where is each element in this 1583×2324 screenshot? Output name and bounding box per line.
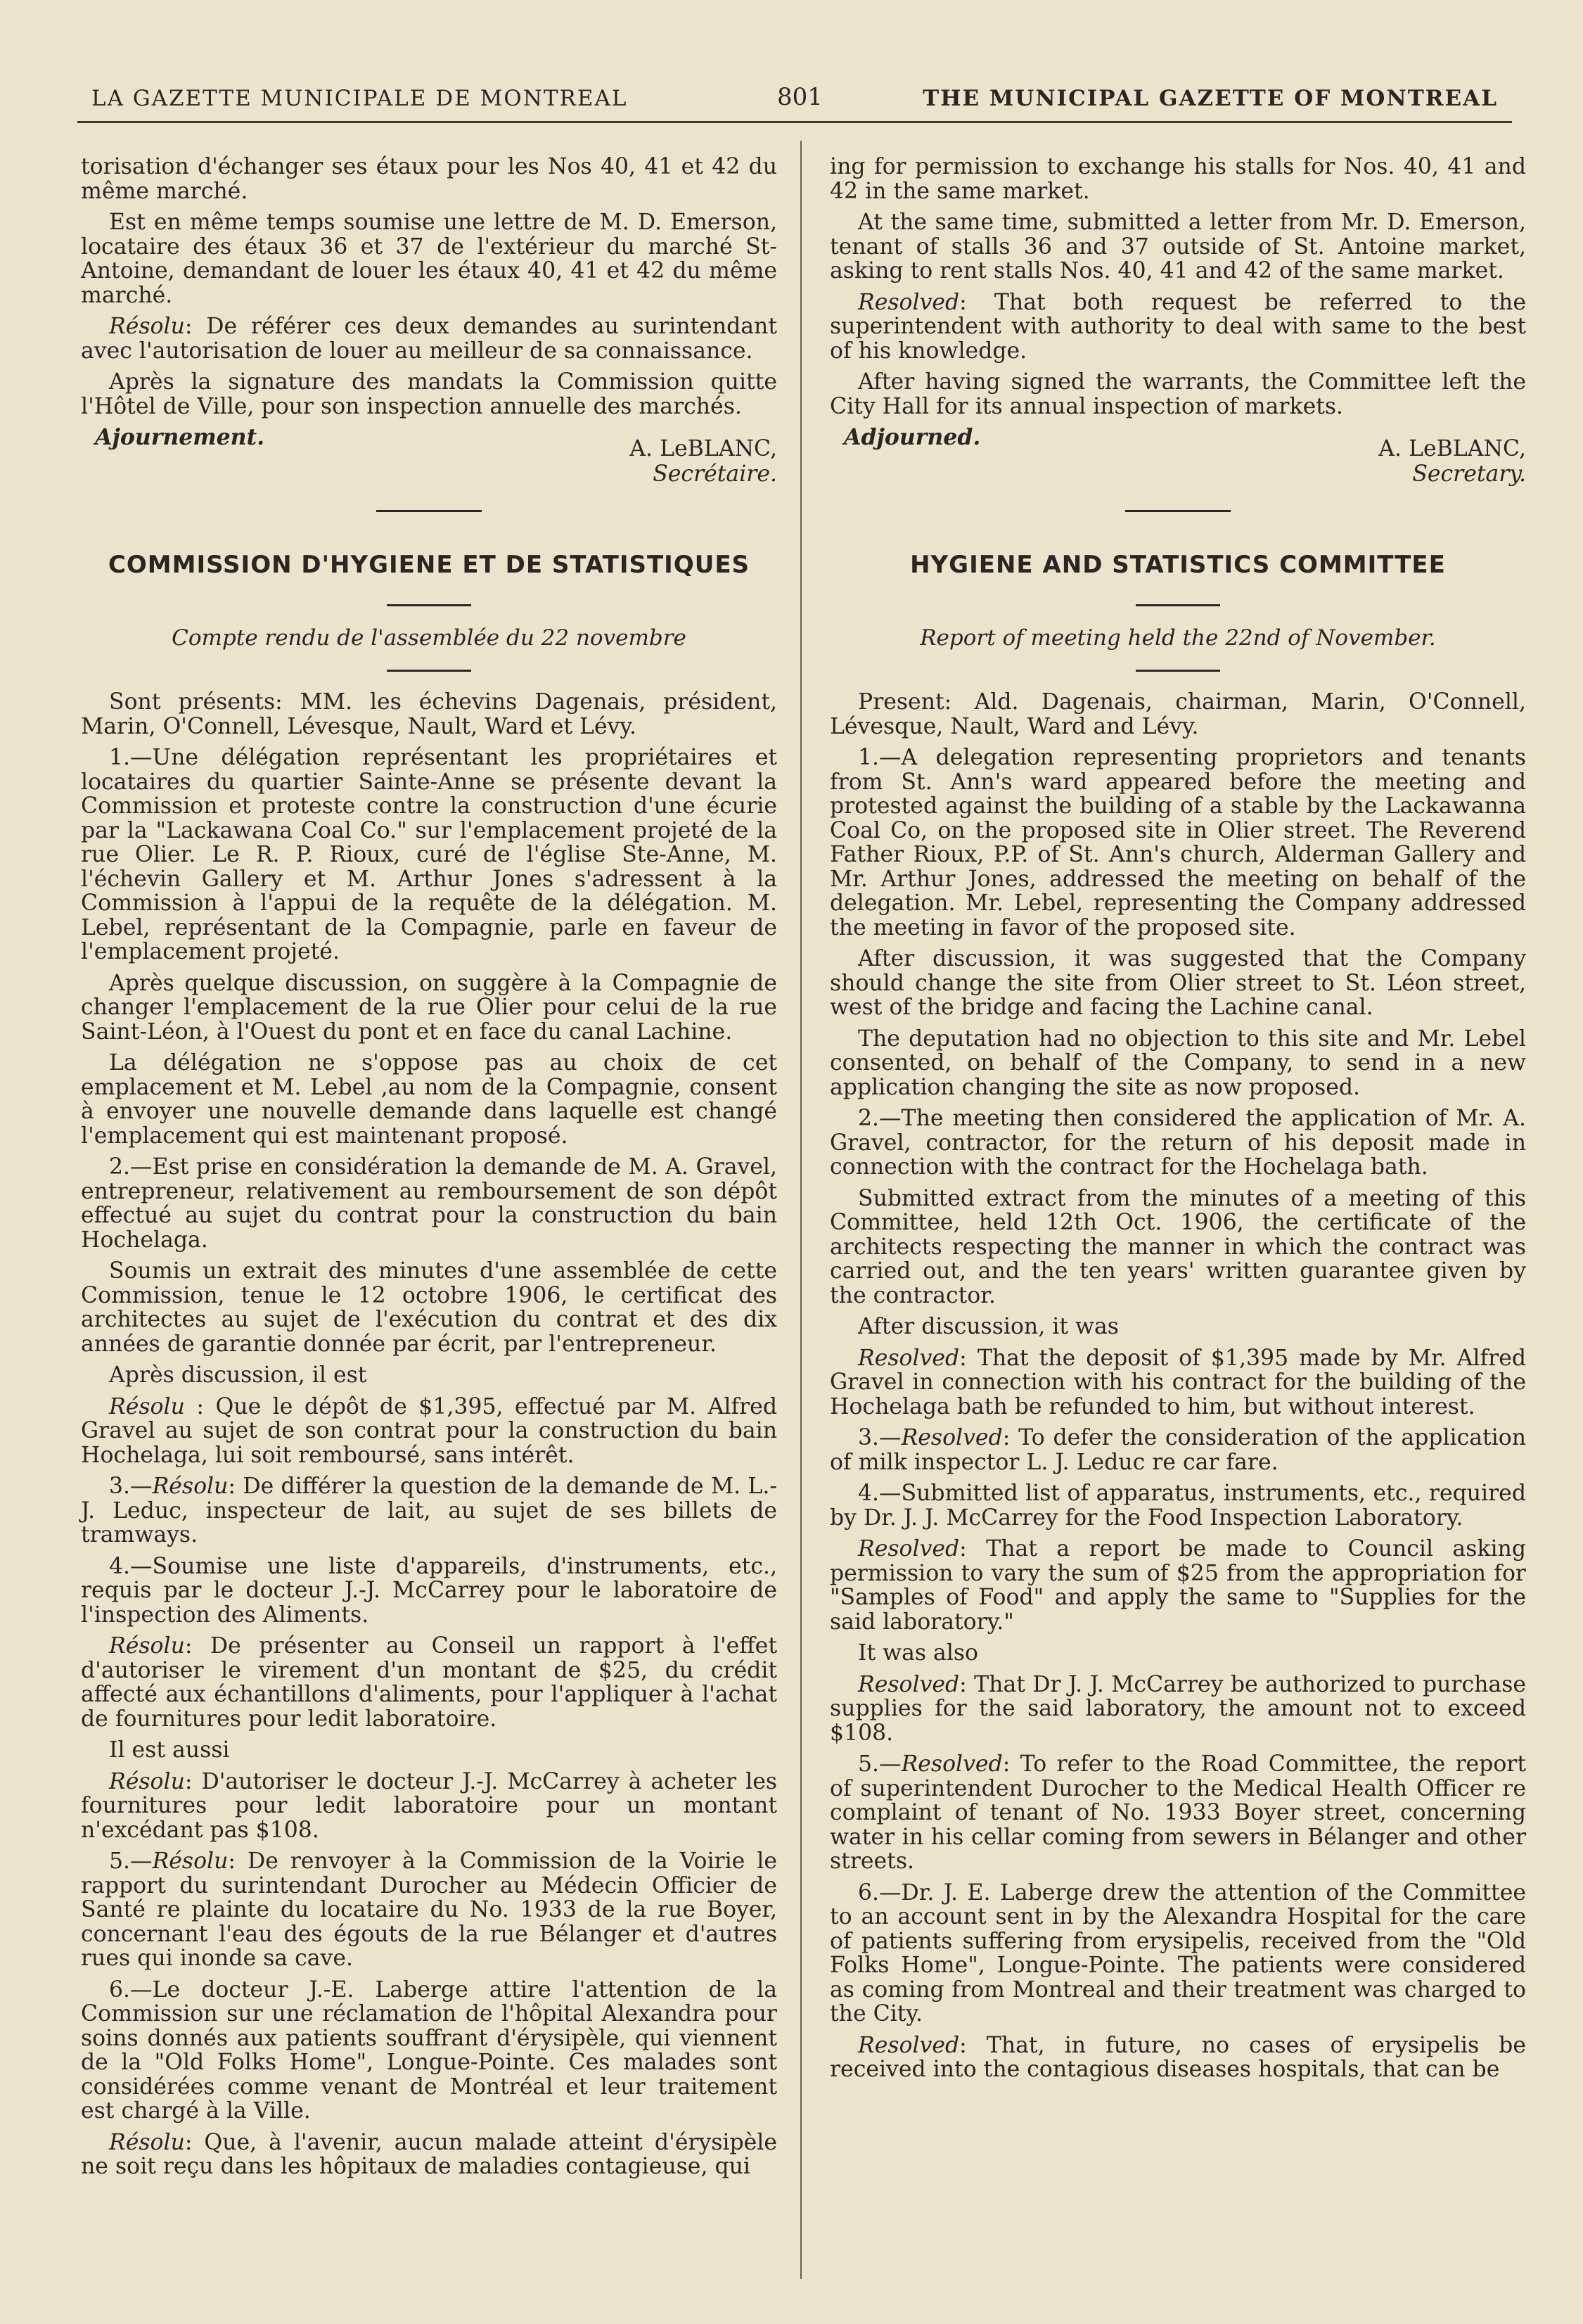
paragraph (81, 1849, 777, 1971)
paragraph (81, 1474, 777, 1547)
paragraph: 4.—Submitted list of apparatus, instruments, etc., required by Dr. J. J. McCarrey for the Food Inspection Laboratory. (830, 1481, 1526, 1531)
paragraph (830, 2034, 1526, 2082)
paragraph: After discussion, it was suggested that the Company should change the site from Olier street to St. Léon street, west of the bridge and facing the Lachine canal. (830, 946, 1526, 1020)
header-left-title: LA GAZETTE MUNICIPALE DE MONTREAL (91, 86, 628, 111)
paragraph (81, 1395, 777, 1468)
paragraph: Il est aussi (109, 1737, 230, 1763)
paragraph (830, 1426, 1526, 1474)
adjournment: Adjourned. (844, 424, 981, 450)
paragraph: Après discussion, il est (109, 1362, 367, 1388)
paragraph: torisation d'échanger ses étaux pour les Nos 40, 41 et 42 du même marché. (81, 154, 777, 204)
paragraph: 6.—Dr. J. E. Laberge drew the attention of the Committee to an account sent in by the Alexandra Hospital for the care of patients suffering from erysipelis, received from the "Old Folks Home", Longue-Pointe. The patients were considered as coming from Montreal and their treatment was charged to the City. (830, 1879, 1526, 2026)
resolution-text: : That the deposit of $1,395 made by Mr. Alfred Gravel in connection with his contract for the building of the Hochelaga bath be refunded to him, but without interest. (830, 1345, 1526, 1419)
paragraph: After having signed the warrants, the Committee left the City Hall for its annual inspection of markets. (830, 369, 1526, 419)
paragraph: 1.—A delegation representing proprietors and tenants from St. Ann's ward appeared before the meeting and protested against the building of a stable by the Lackawanna Coal Co, on the proposed site in Olier street. The Reverend Father Rioux, P.P. of St. Ann's church, Alderman Gallery and Mr. Arthur Jones, addressed the meeting on behalf of the delegation. Mr. Lebel, representing the Company addressed the meeting in favor of the proposed site. (830, 745, 1526, 940)
signature-role: Secretary. (1412, 461, 1526, 487)
resolution-label: Resolved (858, 289, 960, 315)
item-number: 5.— (858, 1751, 902, 1777)
paragraph (81, 314, 777, 363)
resolution-text: : D'autoriser le docteur J.-J. McCarrey à acheter les fournitures pour ledit laboratoire pour un montant n'excédant pas $108. (81, 1768, 777, 1843)
paragraph: 2.—The meeting then considered the application of Mr. A. Gravel, contractor, for the return of his deposit made in connection with the contract for the Hochelaga bath. (830, 1106, 1526, 1180)
resolution-label: Resolved (858, 1345, 960, 1371)
resolution-label: Résolu (152, 1849, 229, 1874)
paragraph: Submitted extract from the minutes of a meeting of this Committee, held 12th Oct. 1906, the certificate of the architects respecting the manner in which the contract was carried out, and the ten years' written guarantee given by the contractor. (830, 1185, 1526, 1308)
resolution-text: : That a report be made to Council asking permission to vary the sum of $25 from the appropriation for "Samples of Food" and apply the same to "Supplies for the said laboratory." (830, 1536, 1526, 1635)
paragraph: It was also (858, 1640, 979, 1666)
signature-block (81, 424, 777, 487)
resolution-text: : That both request be referred to the superintendent with authority to deal with same to the best of his knowledge. (830, 289, 1526, 364)
paragraph: Après quelque discussion, on suggère à la Compagnie de changer l'emplacement de la rue Olier pour celui de la rue Saint-Léon, à l'Ouest du pont et en face du canal Lachine. (81, 970, 777, 1045)
paragraph (830, 1537, 1526, 1634)
resolution-text: : De référer ces deux demandes au surintendant avec l'autorisation de louer au meilleur de sa connaissance. (81, 314, 777, 364)
resolution-label: Resolved (901, 1751, 1003, 1777)
item-number: 3.— (109, 1474, 153, 1499)
paragraph: Present: Ald. Dagenais, chairman, Marin, O'Connell, Lévesque, Nault, Ward and Lévy. (830, 689, 1526, 739)
paragraph (81, 2131, 777, 2179)
adjournment: Ajournement. (95, 424, 265, 450)
paragraph (81, 1634, 777, 1731)
resolution-label: Résolu (109, 1633, 185, 1659)
paragraph: La délégation ne s'oppose pas au choix de cet emplacement et M. Lebel ,au nom de la Compagnie, consent à envoyer une nouvelle demande dans laquelle est changé l'emplacement qui est maintenant proposé. (81, 1050, 777, 1149)
paragraph: 4.—Soumise une liste d'appareils, d'instruments, etc., requis par le docteur J.-J. McCarrey pour le laboratoire de l'inspection des Aliments. (81, 1553, 777, 1628)
english-column (830, 155, 1526, 2089)
resolution-text: : That Dr J. J. McCarrey be authorized to purchase supplies for the said laboratory, the amount not to exceed $108. (830, 1671, 1526, 1746)
section-subtitle: Report of meeting held the 22nd of November. (920, 625, 1436, 651)
paragraph: The deputation had no objection to this site and Mr. Lebel consented, on behalf of the Company, to send in a new application changing the site as now proposed. (830, 1026, 1526, 1100)
page-header (91, 83, 1498, 125)
signature-name: A. LeBLANC, (1378, 436, 1526, 461)
paragraph: 2.—Est prise en considération la demande de M. A. Gravel, entrepreneur, relativement au remboursement de son dépôt effectué au sujet du contrat pour la construction du bain Hochelaga. (81, 1154, 777, 1253)
resolution-label: Resolved (858, 1671, 960, 1697)
resolution-text: : De renvoyer à la Commission de la Voirie le rapport du surintendant Durocher au Médecin Officier de Santé re plainte du locataire du No. 1933 de la rue Boyer, concernant l'eau des égouts de la rue Bélanger et d'autres rues qui inonde sa cave. (81, 1849, 777, 1971)
resolution-text: : De différer la question de la demande de M. L.-J. Leduc, inspecteur de lait, au sujet de ses billets de tramways. (81, 1474, 777, 1547)
header-rule (77, 121, 1512, 123)
section-subtitle: Compte rendu de l'assemblée du 22 novembre (172, 625, 686, 651)
paragraph: Sont présents: MM. les échevins Dagenais, président, Marin, O'Connell, Lévesque, Nault, Ward et Lévy. (81, 689, 777, 739)
paragraph: Soumis un extrait des minutes d'une assemblée de cette Commission, tenue le 12 octobre 1906, le certificat des architectes au sujet de l'exécution du contrat et des dix années de garantie donnée par écrit, par l'entrepreneur. (81, 1258, 777, 1357)
header-right-title: THE MUNICIPAL GAZETTE OF MONTREAL (923, 86, 1498, 111)
signature-name: A. LeBLANC, (629, 436, 777, 461)
paragraph: At the same time, submitted a letter from Mr. D. Emerson, tenant of stalls 36 and 37 outside of St. Antoine market, asking to rent stalls Nos. 40, 41 and 42 of the same market. (830, 210, 1526, 283)
french-column (81, 155, 777, 2186)
paragraph (830, 1346, 1526, 1419)
paragraph (81, 1770, 777, 1843)
resolution-label: Resolved (858, 1536, 960, 1562)
section-title: COMMISSION D'HYGIENE ET DE STATISTIQUES (108, 551, 750, 579)
item-number: 5.— (109, 1849, 153, 1874)
paragraph (830, 290, 1526, 364)
paragraph: 1.—Une délégation représentant les propriétaires et locataires du quartier Sainte-Anne se présente devant la Commission et proteste contre la construction d'une écurie par la "Lackawana Coal Co." sur l'emplacement projeté de la rue Olier. Le R. P. Rioux, curé de l'église Ste-Anne, M. l'échevin Gallery et M. Arthur Jones s'adressent à la Commission à l'appui de la requête de la délégation. M. Lebel, représentant de la Compagnie, parle en faveur de l'emplacement projeté. (81, 745, 777, 964)
resolution-text: : To refer to the Road Committee, the report of superintendent Durocher to the Medical Health Officer re complaint of tenant of No. 1933 Boyer street, concerning water in his cellar coming from sewers in Bélanger and other streets. (830, 1751, 1526, 1874)
paragraph (830, 1752, 1526, 1874)
paragraph: 6.—Le docteur J.-E. Laberge attire l'attention de la Commission sur une réclamation de l'hôpital Alexandra pour soins donnés aux patients souffrant d'érysipèle, qui viennent de la "Old Folks Home", Longue-Pointe. Ces malades sont considérées comme venant de Montréal et leur traitement est chargé à la Ville. (81, 1977, 777, 2124)
signature-block (830, 424, 1526, 487)
page-number: 801 (777, 83, 823, 111)
column-divider (800, 141, 802, 2279)
paragraph: Est en même temps soumise une lettre de M. D. Emerson, locataire des étaux 36 et 37 de l'extérieur du marché St-Antoine, demandant de louer les étaux 40, 41 et 42 du même marché. (81, 210, 777, 308)
resolution-text: : Que le dépôt de $1,395, effectué par M. Alfred Gravel au sujet de son contrat pour la construction du bain Hochelaga, lui soit remboursé, sans intérêt. (81, 1393, 777, 1468)
paragraph: Après la signature des mandats la Commission quitte l'Hôtel de Ville, pour son inspection annuelle des marchés. (81, 369, 777, 419)
paragraph: ing for permission to exchange his stalls for Nos. 40, 41 and 42 in the same market. (830, 154, 1526, 204)
resolution-text: : Que, à l'avenir, aucun malade atteint d'érysipèle ne soit reçu dans les hôpitaux de maladies contagieuse, qui (81, 2129, 777, 2179)
resolution-label: Resolved (901, 1425, 1003, 1450)
resolution-label: Résolu (109, 2129, 185, 2155)
section-title: HYGIENE AND STATISTICS COMMITTEE (910, 551, 1446, 579)
paragraph: After discussion, it was (858, 1314, 1119, 1339)
signature-role: Secrétaire. (653, 461, 777, 487)
item-number: 3.— (858, 1425, 902, 1450)
resolution-text: : That, in future, no cases of erysipelis be received into the contagious diseases hospitals, that can be (830, 2032, 1526, 2082)
resolution-label: Résolu (152, 1474, 229, 1499)
paragraph (830, 1673, 1526, 1746)
resolution-label: Resolved (858, 2032, 960, 2058)
resolution-label: Résolu (109, 314, 185, 339)
resolution-text: : De présenter au Conseil un rapport à l'effet d'autoriser le virement d'un montant de $25, du crédit affecté aux échantillons d'aliments, pour l'appliquer à l'achat de fournitures pour ledit laboratoire. (81, 1633, 777, 1732)
resolution-label: Résolu (109, 1393, 185, 1419)
resolution-text: : To defer the consideration of the application of milk inspector L. J. Leduc re car fare. (830, 1425, 1526, 1475)
resolution-label: Résolu (109, 1768, 185, 1794)
